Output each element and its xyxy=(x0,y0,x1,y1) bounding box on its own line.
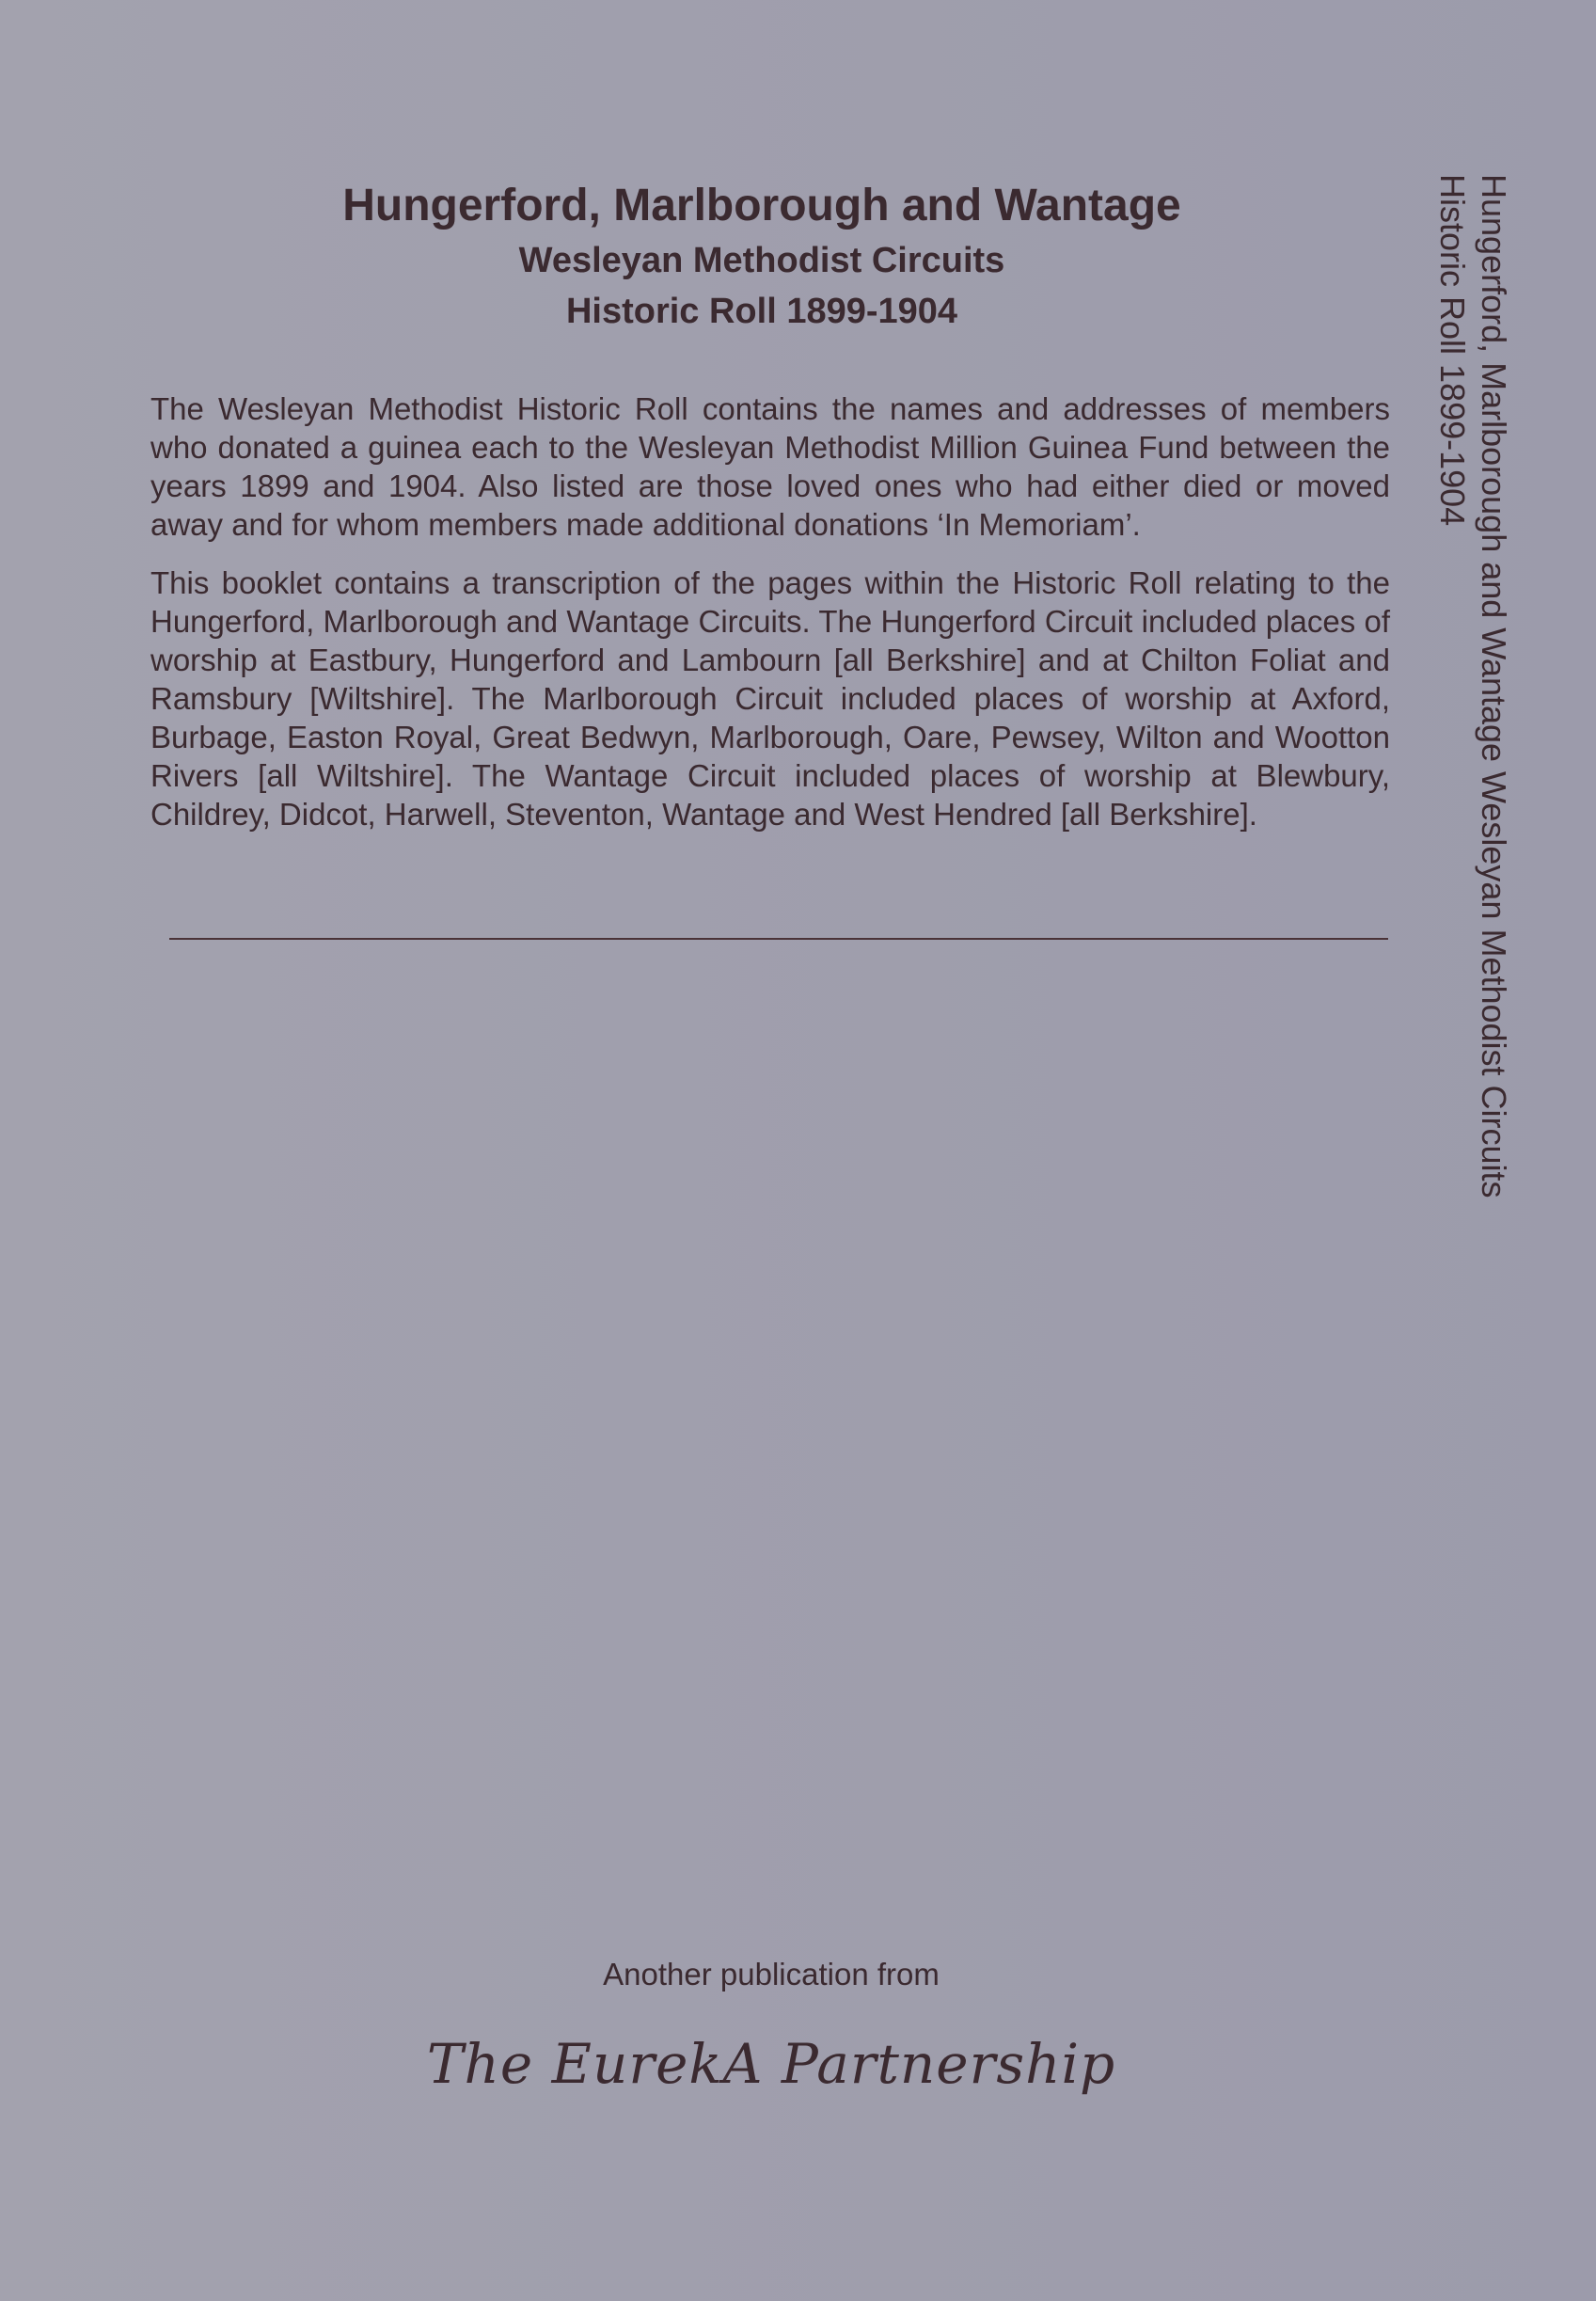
divider xyxy=(169,938,1388,940)
page-subtitle: Wesleyan Methodist Circuits xyxy=(518,241,1005,280)
paragraph-booklet: This booklet contains a transcription of the pages within the Historic Roll relating to the Hungerford, Marlborough and Wantage Circuits. The Hungerford Circuit included places of worship at Eastbury, Hungerford and Lambourn [all Berkshire] and at Chilton Foliat and Ramsbury [Wiltshire]. The Marlborough Circuit included places of worship at Axford, Burbage, Easton Royal, Great Bedwyn, Marlborough, Oare, Pewsey, Wilton and Wootton Rivers [all Wiltshire]. The Wantage Circuit included places of worship at Blewbury, Childrey, Didcot, Harwell, Steventon, Wantage and West Hendred [all Berkshire]. xyxy=(150,565,1390,832)
description xyxy=(150,389,1390,853)
publisher-intro: Another publication from xyxy=(603,1957,940,1992)
page-title: Hungerford, Marlborough and Wantage xyxy=(342,181,1181,230)
page-subtitle-dates: Historic Roll 1899-1904 xyxy=(565,292,958,331)
spine-title: Hungerford, Marlborough and Wantage Wesleyan Methodist Circuits xyxy=(1475,174,1513,1198)
title-block xyxy=(150,177,1373,337)
spine-dates: Historic Roll 1899-1904 xyxy=(1433,174,1472,527)
spine-text xyxy=(1431,174,1514,1198)
publisher-name: The EurekA Partnership xyxy=(426,2032,1116,2096)
paragraph-roll: The Wesleyan Methodist Historic Roll contains the names and addresses of members who donated a guinea each to the Wesleyan Methodist Million Guinea Fund between the years 1899 and 1904. Also listed are those loved ones who had either died or moved away and for whom members made additional donations ‘In Memoriam’. xyxy=(150,391,1390,542)
